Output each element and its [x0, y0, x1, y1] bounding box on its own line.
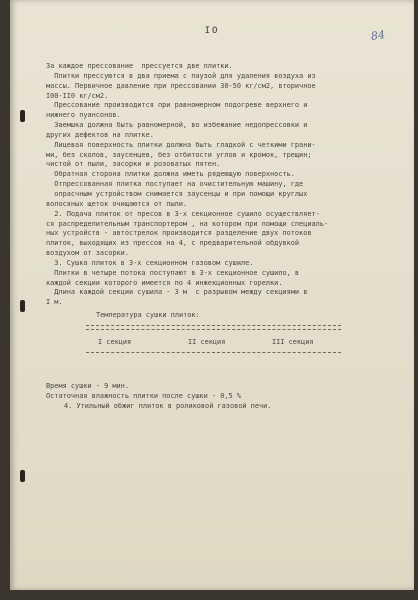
- text-line: Плитки прессуются в два приема с паузой для удаления воздуха из: [46, 71, 316, 80]
- table-header-3: III секция: [272, 338, 314, 347]
- text-line: нижнего пуансонов.: [46, 111, 121, 120]
- table-header-2: II секция: [188, 338, 226, 347]
- text-line: 2. Подача плиток от пресов в 3-х секционное сушило осуществляет-: [46, 209, 320, 218]
- page-number: IO: [204, 26, 220, 36]
- text-line: каждой секции которого имеется по 4 инжекционных горелки.: [46, 278, 283, 287]
- text-line: плиток, выходящих из прессов на 4, с предварительной обдувкой: [46, 239, 300, 248]
- document-body: [46, 62, 398, 412]
- binding-hole: [20, 110, 25, 122]
- text-line: 4. Утильный обжиг плиток в роликовой газовой печи.: [64, 401, 272, 410]
- text-line: волосяных щеток очищаются от пыли.: [46, 199, 188, 208]
- binding-hole: [20, 300, 25, 312]
- text-line: Обратная сторона плитки должна иметь рядеющую поверхность.: [46, 170, 295, 179]
- text-line: I00-II0 кг/см2.: [46, 91, 109, 100]
- text-line: других дефектов на плитке.: [46, 130, 154, 139]
- text-line: Время сушки - 9 мин.: [46, 382, 129, 391]
- temperature-table: [46, 308, 398, 382]
- text-line: чистой от пыли, засорки и розоватых пятен.: [46, 160, 221, 169]
- text-line: опрасчным устройством снимается заусенцы и при помощи круглых: [46, 189, 308, 198]
- text-line: ных устройств - автострелок производится разделение двух потоков: [46, 229, 312, 238]
- table-rule: [86, 352, 341, 353]
- text-line: Прессование производится при равномерном подогреве верхнего и: [46, 101, 308, 110]
- table-title: Температура сушки плиток:: [96, 311, 200, 320]
- text-line: Плитки в четыре потока поступают в 3-х секционное сушило, в: [46, 268, 300, 277]
- document-page: [10, 0, 414, 590]
- text-line: воздухом от засорки.: [46, 249, 129, 258]
- text-line: Отпрессованная плитка поступает на очистительную машину, где: [46, 180, 304, 189]
- binding-hole: [20, 470, 25, 482]
- text-line: ся распределительным транспортером , на котором при помощи специаль-: [46, 219, 329, 228]
- handwritten-page-stamp: 84: [370, 28, 386, 43]
- table-header-1: I секция: [98, 338, 132, 347]
- text-line: За каждое прессование прессуется две плитки.: [46, 62, 233, 70]
- table-rule: [86, 325, 341, 326]
- table-rule: [86, 329, 341, 330]
- text-line: I м.: [46, 298, 63, 307]
- text-line: массы. Первичное давление при прессовании 30-50 кг/см2, вторичное: [46, 81, 316, 90]
- text-line: Лицевая поверхность плитки должна быть гладкой с четкими грани-: [46, 140, 316, 149]
- text-line: 3. Сушка плиток в 3-х секционном газовом сушиле.: [46, 258, 254, 267]
- text-line: ми, без сколов, заусенцев, без отбитости углов и кромок, трещин;: [46, 150, 312, 159]
- text-line: Длина каждой секции сушила - 3 м с разрывом между секциями в: [46, 288, 308, 297]
- text-line: Остаточная влажность плитки после сушки - 0,5 %: [46, 391, 241, 400]
- text-line: Заемшка должна быть равномерной, во избежание недопрессовки и: [46, 121, 308, 130]
